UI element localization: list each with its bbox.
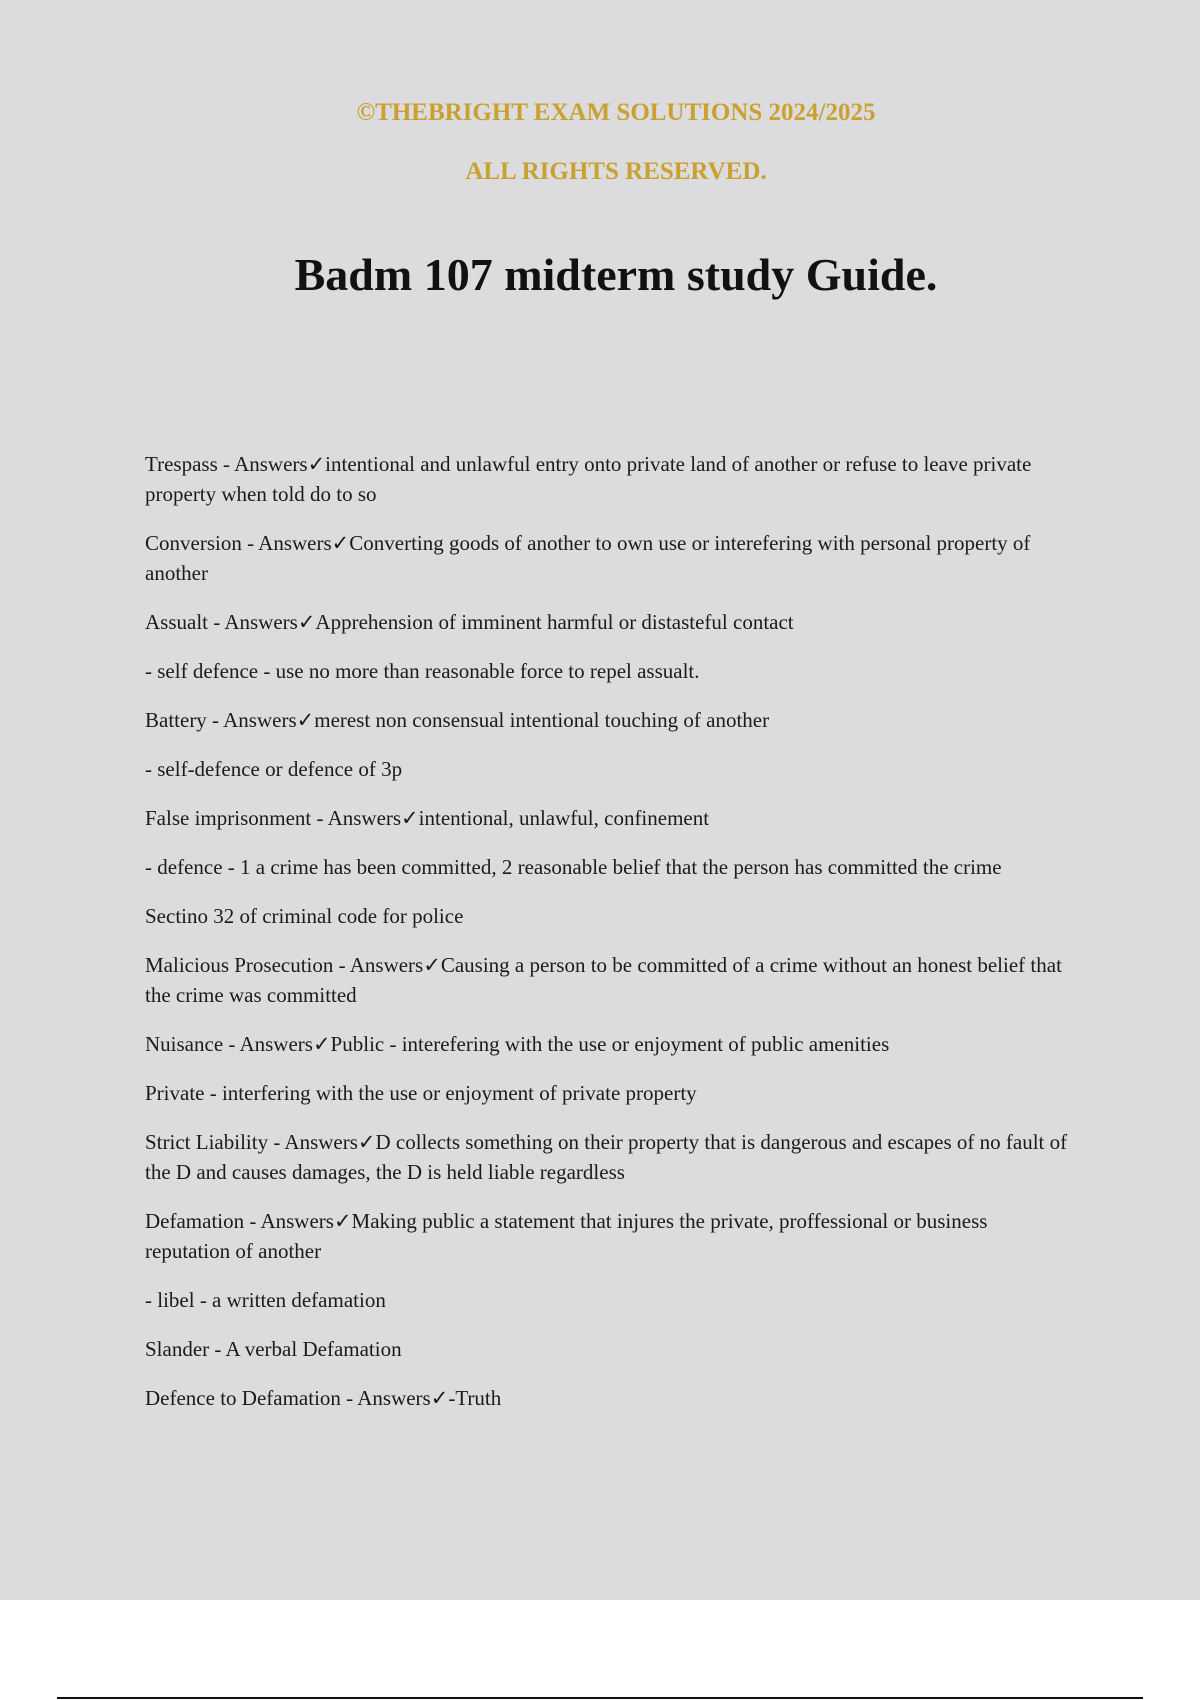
footer-divider bbox=[57, 1697, 1143, 1699]
entry-nuisance: Nuisance - Answers✓Public - interefering with the use or enjoyment of public amenities bbox=[145, 1032, 890, 1056]
entry-defence-false-imprisonment: - defence - 1 a crime has been committed, 2 reasonable belief that the person has committed the crime bbox=[145, 855, 1002, 879]
entry-strict-liability: Strict Liability - Answers✓D collects something on their property that is dangerous and escapes of no fault of the D and causes damages, the D is held liable regardless bbox=[145, 1130, 1068, 1184]
entry-false-imprisonment: False imprisonment - Answers✓intentional, unlawful, confinement bbox=[145, 806, 710, 830]
entry-defamation: Defamation - Answers✓Making public a statement that injures the private, proffessional or business reputation of another bbox=[145, 1209, 988, 1263]
entry-section-32: Sectino 32 of criminal code for police bbox=[145, 904, 464, 928]
rights-reserved-notice: ALL RIGHTS RESERVED. bbox=[465, 158, 767, 185]
entry-self-defence-battery: - self-defence or defence of 3p bbox=[145, 757, 403, 781]
entry-self-defence-assault: - self defence - use no more than reasonable force to repel assualt. bbox=[145, 659, 700, 683]
entry-trespass: Trespass - Answers✓intentional and unlawful entry onto private land of another or refuse to leave private property when told do to so bbox=[145, 452, 1032, 506]
entry-battery: Battery - Answers✓merest non consensual intentional touching of another bbox=[145, 708, 770, 732]
copyright-notice: ©THEBRIGHT EXAM SOLUTIONS 2024/2025 bbox=[356, 99, 876, 126]
entry-malicious-prosecution: Malicious Prosecution - Answers✓Causing a person to be committed of a crime without an honest belief that the crime was committed bbox=[145, 953, 1062, 1007]
study-guide-entries bbox=[145, 449, 1075, 1432]
entry-conversion: Conversion - Answers✓Converting goods of another to own use or interefering with personal property of another bbox=[145, 531, 1031, 585]
entry-private-nuisance: Private - interfering with the use or enjoyment of private property bbox=[145, 1081, 697, 1105]
entry-assault: Assualt - Answers✓Apprehension of imminent harmful or distasteful contact bbox=[145, 610, 794, 634]
document-title: Badm 107 midterm study Guide. bbox=[294, 249, 938, 300]
entry-defence-to-defamation: Defence to Defamation - Answers✓-Truth bbox=[145, 1386, 502, 1410]
entry-libel: - libel - a written defamation bbox=[145, 1288, 386, 1312]
entry-slander: Slander - A verbal Defamation bbox=[145, 1337, 402, 1361]
